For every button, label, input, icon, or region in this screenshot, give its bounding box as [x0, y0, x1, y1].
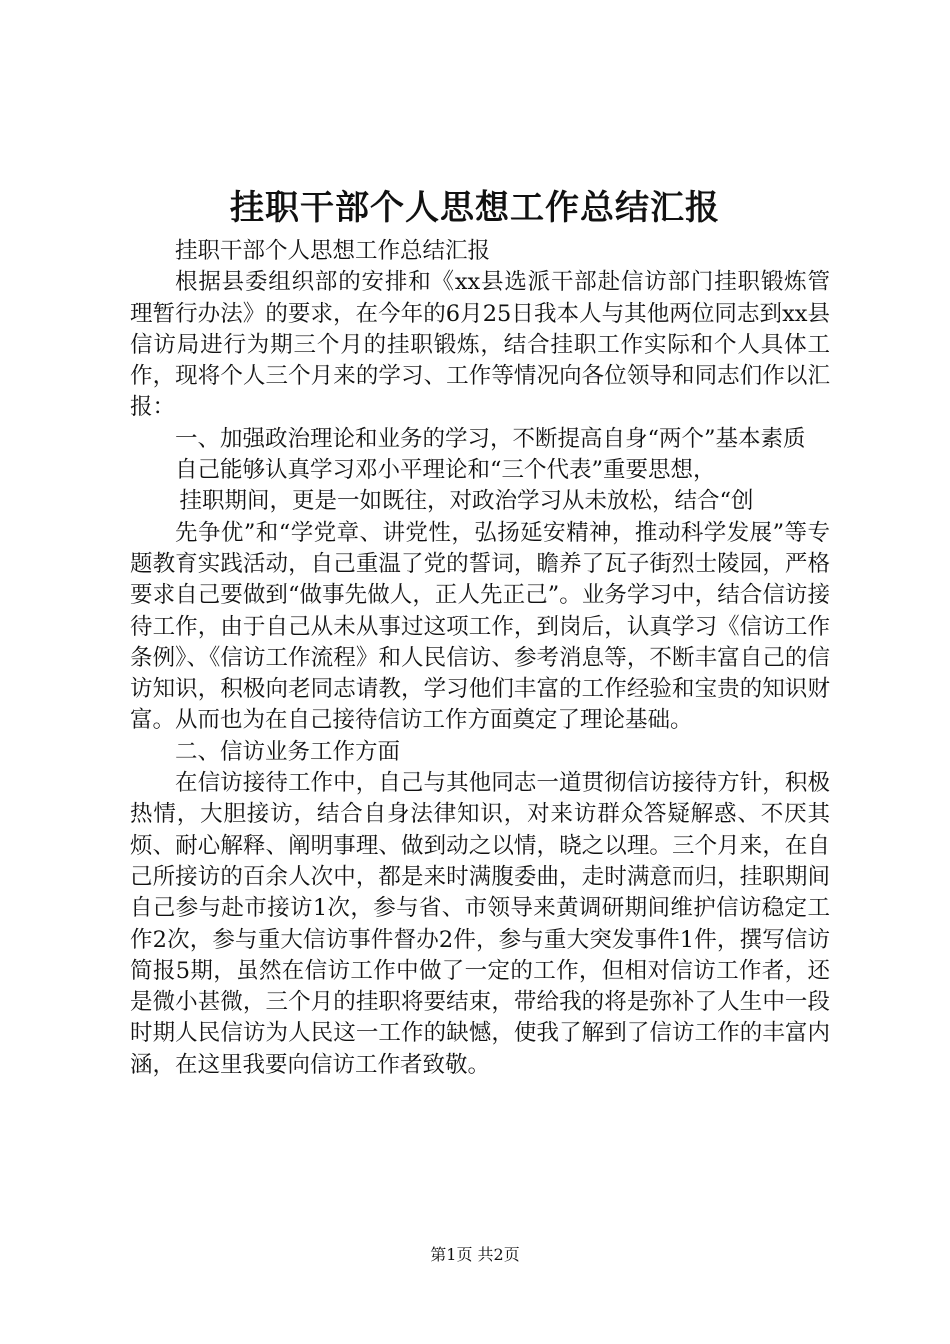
page-number-footer: 第1页 共2页 — [430, 1245, 520, 1264]
section-heading: 一、加强政治理论和业务的学习，不断提高自身“两个”基本素质 — [175, 425, 806, 452]
body-paragraph: 挂职干部个人思想工作总结汇报 — [175, 238, 491, 264]
section-heading: 二、信访业务工作方面 — [175, 738, 401, 765]
body-paragraph: 在信访接待工作中，自己与其他同志一道贯彻信访接待方针，积极热情，大胆接访，结合自身法律知识，对来访群众答疑解惑、不厌其烦、耐心解释、阐明事理、做到动之以情，晓之以理。三个月来，在自己所接访的百余人次中，都是来时满腹委曲，走时满意而归，挂职期间自己参与赴市接访1次，参与省、市领导来黄调研期间维护信访稳定工作2次，参与重大信访事件督办2件，参与重大突发事件1件，撰写信访简报5期，虽然在信访工作中做了一定的工作，但相对信访工作者，还是微小甚微，三个月的挂职将要结束，带给我的将是弥补了人生中一段时期人民信访为人民这一工作的缺憾，使我了解到了信访工作的丰富内涵，在这里我要向信访工作者致敬。 — [130, 770, 830, 1078]
body-paragraph: 挂职期间，更是一如既往，对政治学习从未放松，结合“创 — [179, 488, 754, 515]
body-paragraph: 先争优”和“学党章、讲党性，弘扬延安精神，推动科学发展”等专题教育实践活动，自己重温了党的誓词，瞻养了瓦子街烈士陵园，严格要求自己要做到“做事先做人，正人先正己”。业务学习中，结合信访接待工作，由于自己从未从事过这项工作，到岗后，认真学习《信访工作条例》、《信访工作流程》和人民信访、参考消息等，不断丰富自己的信访知识，积极向老同志请教，学习他们丰富的工作经验和宝贵的知识财富。从而也为在自己接待信访工作方面奠定了理论基础。 — [130, 519, 830, 734]
body-paragraph: 根据县委组织部的安排和《xx县选派干部赴信访部门挂职锻炼管理暂行办法》的要求，在今年的6月25日我本人与其他两位同志到xx县信访局进行为期三个月的挂职锻炼，结合挂职工作实际和个人具体工作，现将个人三个月来的学习、工作等情况向各位领导和同志们作以汇报： — [130, 269, 830, 421]
body-paragraph: 自己能够认真学习邓小平理论和“三个代表”重要思想， — [175, 457, 716, 484]
document-body — [130, 236, 830, 1081]
document-title: 挂职干部个人思想工作总结汇报 — [230, 188, 720, 228]
